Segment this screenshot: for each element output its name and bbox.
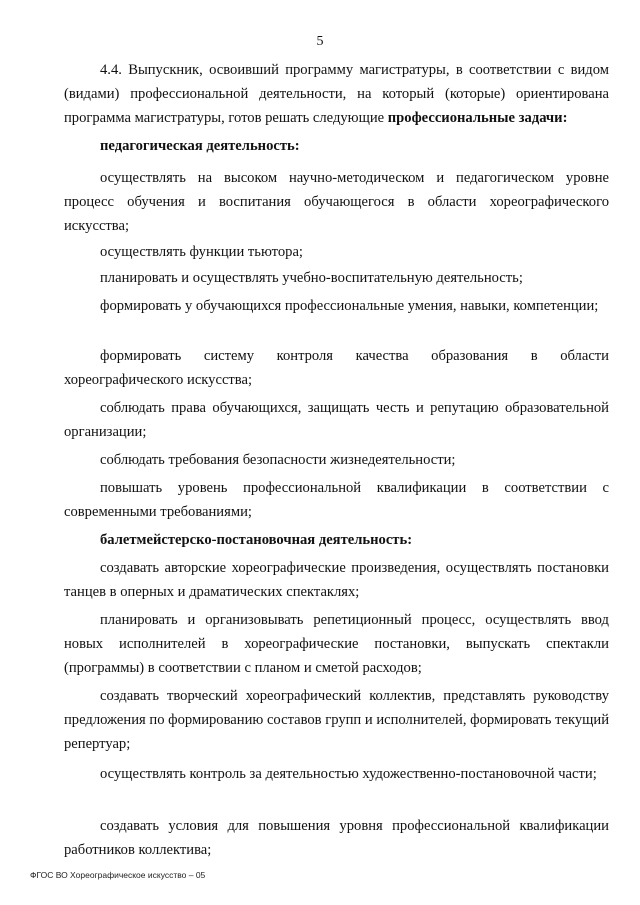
list-item: создавать условия для повышения уровня профессиональной квалификации работников коллектива; [64, 818, 609, 858]
list-item: осуществлять на высоком научно-методическом и педагогическом уровне процесс обучения и воспитания обучающегося в области хореографического искусства; [64, 170, 609, 234]
list-item: планировать и организовывать репетиционный процесс, осуществлять ввод новых исполнителей в хореографические постановки, выпускать спектакли (программы) в соответствии с планом и сметой расходов; [64, 612, 609, 676]
list-item: осуществлять функции тьютора; [100, 244, 303, 260]
list-item: соблюдать права обучающихся, защищать честь и репутацию образовательной организации; [64, 400, 609, 440]
list-item: формировать систему контроля качества образования в области хореографического искусства; [64, 348, 609, 388]
list-item: планировать и осуществлять учебно-воспитательную деятельность; [100, 270, 523, 286]
list-item: осуществлять контроль за деятельностью художественно-постановочной части; [100, 766, 597, 782]
intro-bold-text: профессиональные задачи: [387, 110, 568, 126]
list-item: создавать авторские хореографические произведения, осуществлять постановки танцев в оперных и драматических спектаклях; [64, 560, 609, 600]
list-item: повышать уровень профессиональной квалификации в соответствии с современными требованиями; [64, 480, 609, 520]
list-item: создавать творческий хореографический коллектив, представлять руководству предложения по формированию составов групп и исполнителей, формировать текущий репертуар; [64, 688, 610, 752]
document-footer: ФГОС ВО Хореографическое искусство – 05 [30, 870, 206, 880]
page-number: 5 [316, 34, 324, 49]
intro-text: 4.4. Выпускник, освоивший программу магистратуры, в соответствии с видом (видами) профессиональной деятельности, на который (которые) ориентирована программа магистратуры, готов решать следующие [64, 62, 609, 126]
section-heading-pedagogical: педагогическая деятельность: [100, 138, 300, 154]
list-item: формировать у обучающихся профессиональные умения, навыки, компетенции; [100, 298, 599, 314]
list-item: соблюдать требования безопасности жизнедеятельности; [100, 452, 456, 468]
section-heading-choreographic: балетмейстерско-постановочная деятельность: [100, 532, 413, 548]
intro-paragraph [64, 58, 609, 130]
